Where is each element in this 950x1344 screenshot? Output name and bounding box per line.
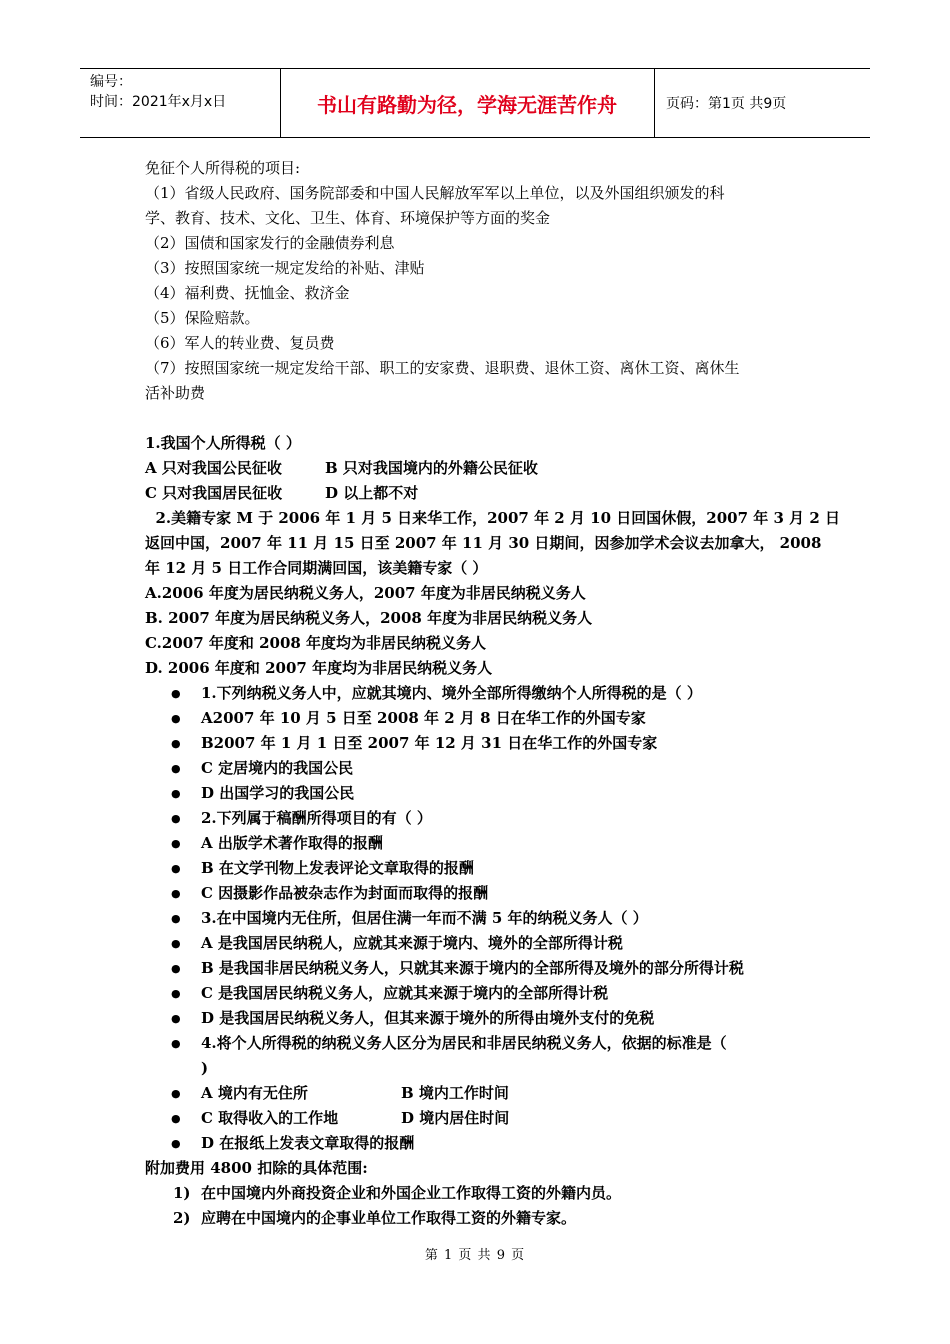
q1-option-a: A 只对我国公民征收 (145, 459, 282, 477)
q1-question: 1.我国个人所得税（ ） (145, 434, 301, 452)
header-page-info: 页码：第1页 共9页 (666, 96, 787, 112)
q2-line: 年 12 月 5 日工作合同期满回国，该美籍专家（ ） (145, 559, 488, 577)
page-header (80, 68, 870, 138)
bullet-item: ● D 是我国居民纳税义务人，但其来源于境外的所得由境外支付的免税 (145, 1006, 810, 1031)
extra-title: 附加费用 4800 扣除的具体范围: (145, 1159, 368, 1177)
exempt-item: （4）福利费、抚恤金、救济金 (145, 284, 350, 302)
exempt-item: （2）国债和国家发行的金融债券利息 (145, 234, 395, 252)
bullet-item: ● 4.将个人所得税的纳税义务人区分为居民和非居民纳税义务人，依据的标准是（ (145, 1031, 810, 1056)
q4-option-d: D 境内居住时间 (401, 1109, 510, 1127)
bullet-item: ● C 因摄影作品被杂志作为封面而取得的报酬 (145, 881, 810, 906)
q2-option: A.2006 年度为居民纳税义务人，2007 年度为非居民纳税义务人 (145, 584, 586, 602)
q4-options-row (145, 1106, 810, 1131)
header-motto-cell (280, 69, 655, 137)
q4-option-c: C 取得收入的工作地 (201, 1109, 339, 1127)
q2-option: B. 2007 年度为居民纳税义务人，2008 年度为非居民纳税义务人 (145, 609, 593, 627)
document-body (145, 156, 841, 1231)
bullet-item: ● 2.下列属于稿酬所得项目的有（ ） (145, 806, 810, 831)
extra-item-text: 应聘在中国境内的企事业单位工作取得工资的外籍专家。 (201, 1209, 577, 1227)
q4-options-row (145, 1081, 810, 1106)
q2-line: 2.美籍专家 M 于 2006 年 1 月 5 日来华工作，2007 年 2 月 10 日回国休假，2007 年 3 月 2 日 (145, 509, 841, 527)
q1-options-row (145, 456, 810, 481)
bullet-item: ● D 出国学习的我国公民 (145, 781, 810, 806)
bullet-item: ● 3.在中国境内无住所，但居住满一年而不满 5 年的纳税义务人（ ） (145, 906, 810, 931)
q1-option-b: B 只对我国境内的外籍公民征收 (325, 459, 538, 477)
doc-code-label: 编号： (90, 74, 132, 90)
exempt-item: （7）按照国家统一规定发给干部、职工的安家费、退职费、退休工资、离休工资、离休生 (145, 359, 740, 377)
header-motto: 书山有路勤为径，学海无涯苦作舟 (317, 92, 617, 117)
exempt-item: （1）省级人民政府、国务院部委和中国人民解放军军以上单位，以及外国组织颁发的科 (145, 184, 725, 202)
bullet-item: ● B 在文学刊物上发表评论文章取得的报酬 (145, 856, 810, 881)
exempt-title: 免征个人所得税的项目: (145, 159, 301, 177)
exempt-item: （5）保险赔款。 (145, 309, 260, 327)
bullet-item: ● 1.下列纳税义务人中，应就其境内、境外全部所得缴纳个人所得税的是（ ） (145, 681, 810, 706)
extra-item-number: 2) (173, 1209, 191, 1227)
bullet-wrap: ) (201, 1059, 209, 1077)
exempt-item: （6）军人的转业费、复员费 (145, 334, 335, 352)
spacer (145, 406, 810, 431)
doc-time-label: 时间：2021年x月x日 (90, 94, 227, 110)
page-footer: 第 1 页 共 9 页 (424, 1248, 526, 1263)
bullet-item: ● C 是我国居民纳税义务人，应就其来源于境内的全部所得计税 (145, 981, 810, 1006)
bullet-item: ● B 是我国非居民纳税义务人，只就其来源于境内的全部所得及境外的部分所得计税 (145, 956, 810, 981)
extra-item-text: 在中国境内外商投资企业和外国企业工作取得工资的外籍内员。 (201, 1184, 622, 1202)
q2-option: D. 2006 年度和 2007 年度均为非居民纳税义务人 (145, 659, 493, 677)
q1-option-d: D 以上都不对 (325, 484, 419, 502)
bullet-item: ● A 是我国居民纳税人，应就其来源于境内、境外的全部所得计税 (145, 931, 810, 956)
header-page-cell (654, 69, 870, 137)
q2-line: 返回中国，2007 年 11 月 15 日至 2007 年 11 月 30 日期间，因参加学术会议去加拿大， 2008 (145, 534, 822, 552)
bullet-item: ● A2007 年 10 月 5 日至 2008 年 2 月 8 日在华工作的外国专家 (145, 706, 810, 731)
extra-item-number: 1) (173, 1184, 191, 1202)
bullet-item: ● A 出版学术著作取得的报酬 (145, 831, 810, 856)
q4-option-a: A 境内有无住所 (201, 1084, 308, 1102)
bullet-item: ● C 定居境内的我国公民 (145, 756, 810, 781)
extra-item (145, 1181, 810, 1206)
exempt-item: （3）按照国家统一规定发给的补贴、津贴 (145, 259, 425, 277)
q1-option-c: C 只对我国居民征收 (145, 484, 283, 502)
header-meta (80, 69, 281, 137)
bullet-item: ● B2007 年 1 月 1 日至 2007 年 12 月 31 日在华工作的外国专家 (145, 731, 810, 756)
q2-option: C.2007 年度和 2008 年度均为非居民纳税义务人 (145, 634, 487, 652)
q4-option-b: B 境内工作时间 (401, 1084, 509, 1102)
bullet-item: ● D 在报纸上发表文章取得的报酬 (145, 1131, 810, 1156)
extra-item (145, 1206, 810, 1231)
q1-options-row (145, 481, 810, 506)
exempt-item: 活补助费 (145, 384, 206, 402)
exempt-item: 学、教育、技术、文化、卫生、体育、环境保护等方面的奖金 (145, 209, 551, 227)
